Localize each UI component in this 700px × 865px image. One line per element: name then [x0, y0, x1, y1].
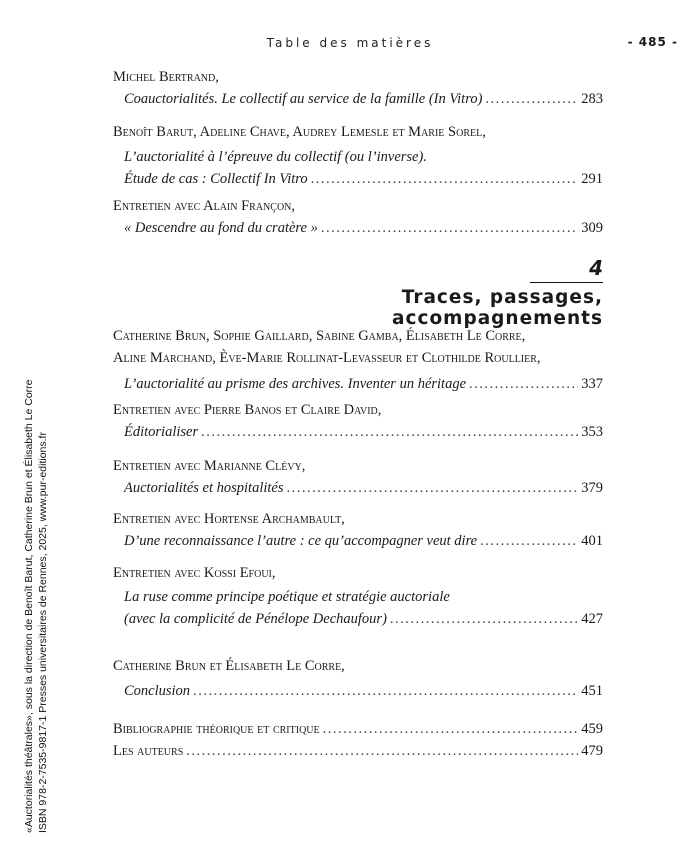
entry-title-row[interactable] — [113, 373, 603, 395]
toc-entry — [113, 455, 603, 499]
part-divider — [530, 282, 603, 283]
dot-leader — [469, 373, 578, 395]
dot-leader — [193, 680, 578, 702]
toc-entry-bibliography[interactable] — [113, 718, 603, 740]
entry-author: Catherine Brun et Élisabeth Le Corre, — [113, 658, 345, 674]
entry-page: 353 — [581, 424, 603, 440]
page-number: - 485 - — [627, 35, 678, 49]
entry-title: Bibliographie théorique et critique — [113, 721, 320, 737]
dot-leader — [485, 88, 578, 110]
part-number: 4 — [589, 256, 603, 280]
part-title: Traces, passages, accompagnements — [392, 287, 603, 329]
entry-title: Coauctorialités. Le collectif au service de la famille (In Vitro) — [124, 91, 483, 107]
entry-page: 337 — [581, 376, 603, 392]
entry-page: 291 — [581, 171, 603, 187]
entry-title-row[interactable] — [113, 680, 603, 702]
toc-entry — [113, 399, 603, 443]
entry-title: Auctorialités et hospitalités — [124, 480, 284, 496]
entry-page: 283 — [581, 91, 603, 107]
copyright-side-note — [22, 379, 52, 833]
running-header-title: Table des matières — [266, 36, 434, 50]
entry-title-row[interactable] — [113, 217, 603, 239]
dot-leader — [323, 718, 579, 740]
toc-entry — [113, 562, 603, 630]
entry-title: « Descendre au fond du cratère » — [124, 220, 318, 236]
toc-entry — [113, 195, 603, 239]
entry-title-row[interactable] — [113, 421, 603, 443]
entry-title-row[interactable] — [113, 530, 603, 552]
dot-leader — [480, 530, 578, 552]
entry-title: Conclusion — [124, 683, 191, 699]
entry-page: 401 — [581, 533, 603, 549]
entry-author: Entretien avec Alain Françon, — [113, 198, 296, 214]
dot-leader — [321, 217, 578, 239]
entry-title: D’une reconnaissance l’autre : ce qu’accompagner veut dire — [124, 533, 478, 549]
entry-author: Entretien avec Marianne Clévy, — [113, 458, 306, 474]
entry-title-line: La ruse comme principe poétique et stratégie auctoriale — [124, 589, 450, 605]
entry-author-line: Aline Marchand, Ève-Marie Rollinat-Levasseur et Clothilde Roullier, — [113, 350, 541, 366]
toc-entry-conclusion — [113, 655, 603, 702]
side-note-line-2: ISBN 978-2-7535-9817-1 Presses universitaires de Rennes, 2025, www.pur-editions.fr — [37, 432, 49, 833]
dot-leader — [287, 477, 579, 499]
toc-entry — [113, 325, 603, 395]
toc-entry — [113, 508, 603, 552]
entry-author: Entretien avec Hortense Archambault, — [113, 511, 345, 527]
entry-page: 459 — [581, 721, 603, 737]
dot-leader — [201, 421, 578, 443]
entry-title: Éditorialiser — [124, 424, 199, 440]
entry-page: 427 — [581, 611, 603, 627]
entry-page: 451 — [581, 683, 603, 699]
entry-page: 379 — [581, 480, 603, 496]
entry-title-row[interactable] — [113, 477, 603, 499]
entry-author: Entretien avec Pierre Banos et Claire David, — [113, 402, 382, 418]
entry-title-row[interactable] — [113, 88, 603, 110]
entry-title: Les auteurs — [113, 743, 184, 759]
entry-page: 479 — [581, 743, 603, 759]
entry-title-row[interactable] — [113, 168, 603, 190]
dot-leader — [390, 608, 578, 630]
entry-title: (avec la complicité de Pénélope Dechaufour) — [124, 611, 387, 627]
entry-author: Entretien avec Kossi Efoui, — [113, 565, 276, 581]
toc-entry-authors[interactable] — [113, 740, 603, 762]
entry-title-line: L’auctorialité à l’épreuve du collectif (ou l’inverse). — [124, 149, 427, 165]
dot-leader — [311, 168, 579, 190]
entry-author-line: Catherine Brun, Sophie Gaillard, Sabine Gamba, Élisabeth Le Corre, — [113, 328, 526, 344]
entry-title-row[interactable] — [113, 608, 603, 630]
entry-title: Étude de cas : Collectif In Vitro — [124, 171, 308, 187]
side-note-line-1: «Auctorialités théâtrales», sous la direction de Benoît Barut, Catherine Brun et Élisabeth Le Corre — [23, 379, 35, 833]
entry-author: Benoît Barut, Adeline Chave, Audrey Lemesle et Marie Sorel, — [113, 124, 486, 140]
entry-title: L’auctorialité au prisme des archives. Inventer un héritage — [124, 376, 467, 392]
toc-entry — [113, 121, 603, 190]
entry-page: 309 — [581, 220, 603, 236]
dot-leader — [186, 740, 578, 762]
toc-entry — [113, 66, 603, 110]
entry-author: Michel Bertrand, — [113, 69, 219, 85]
